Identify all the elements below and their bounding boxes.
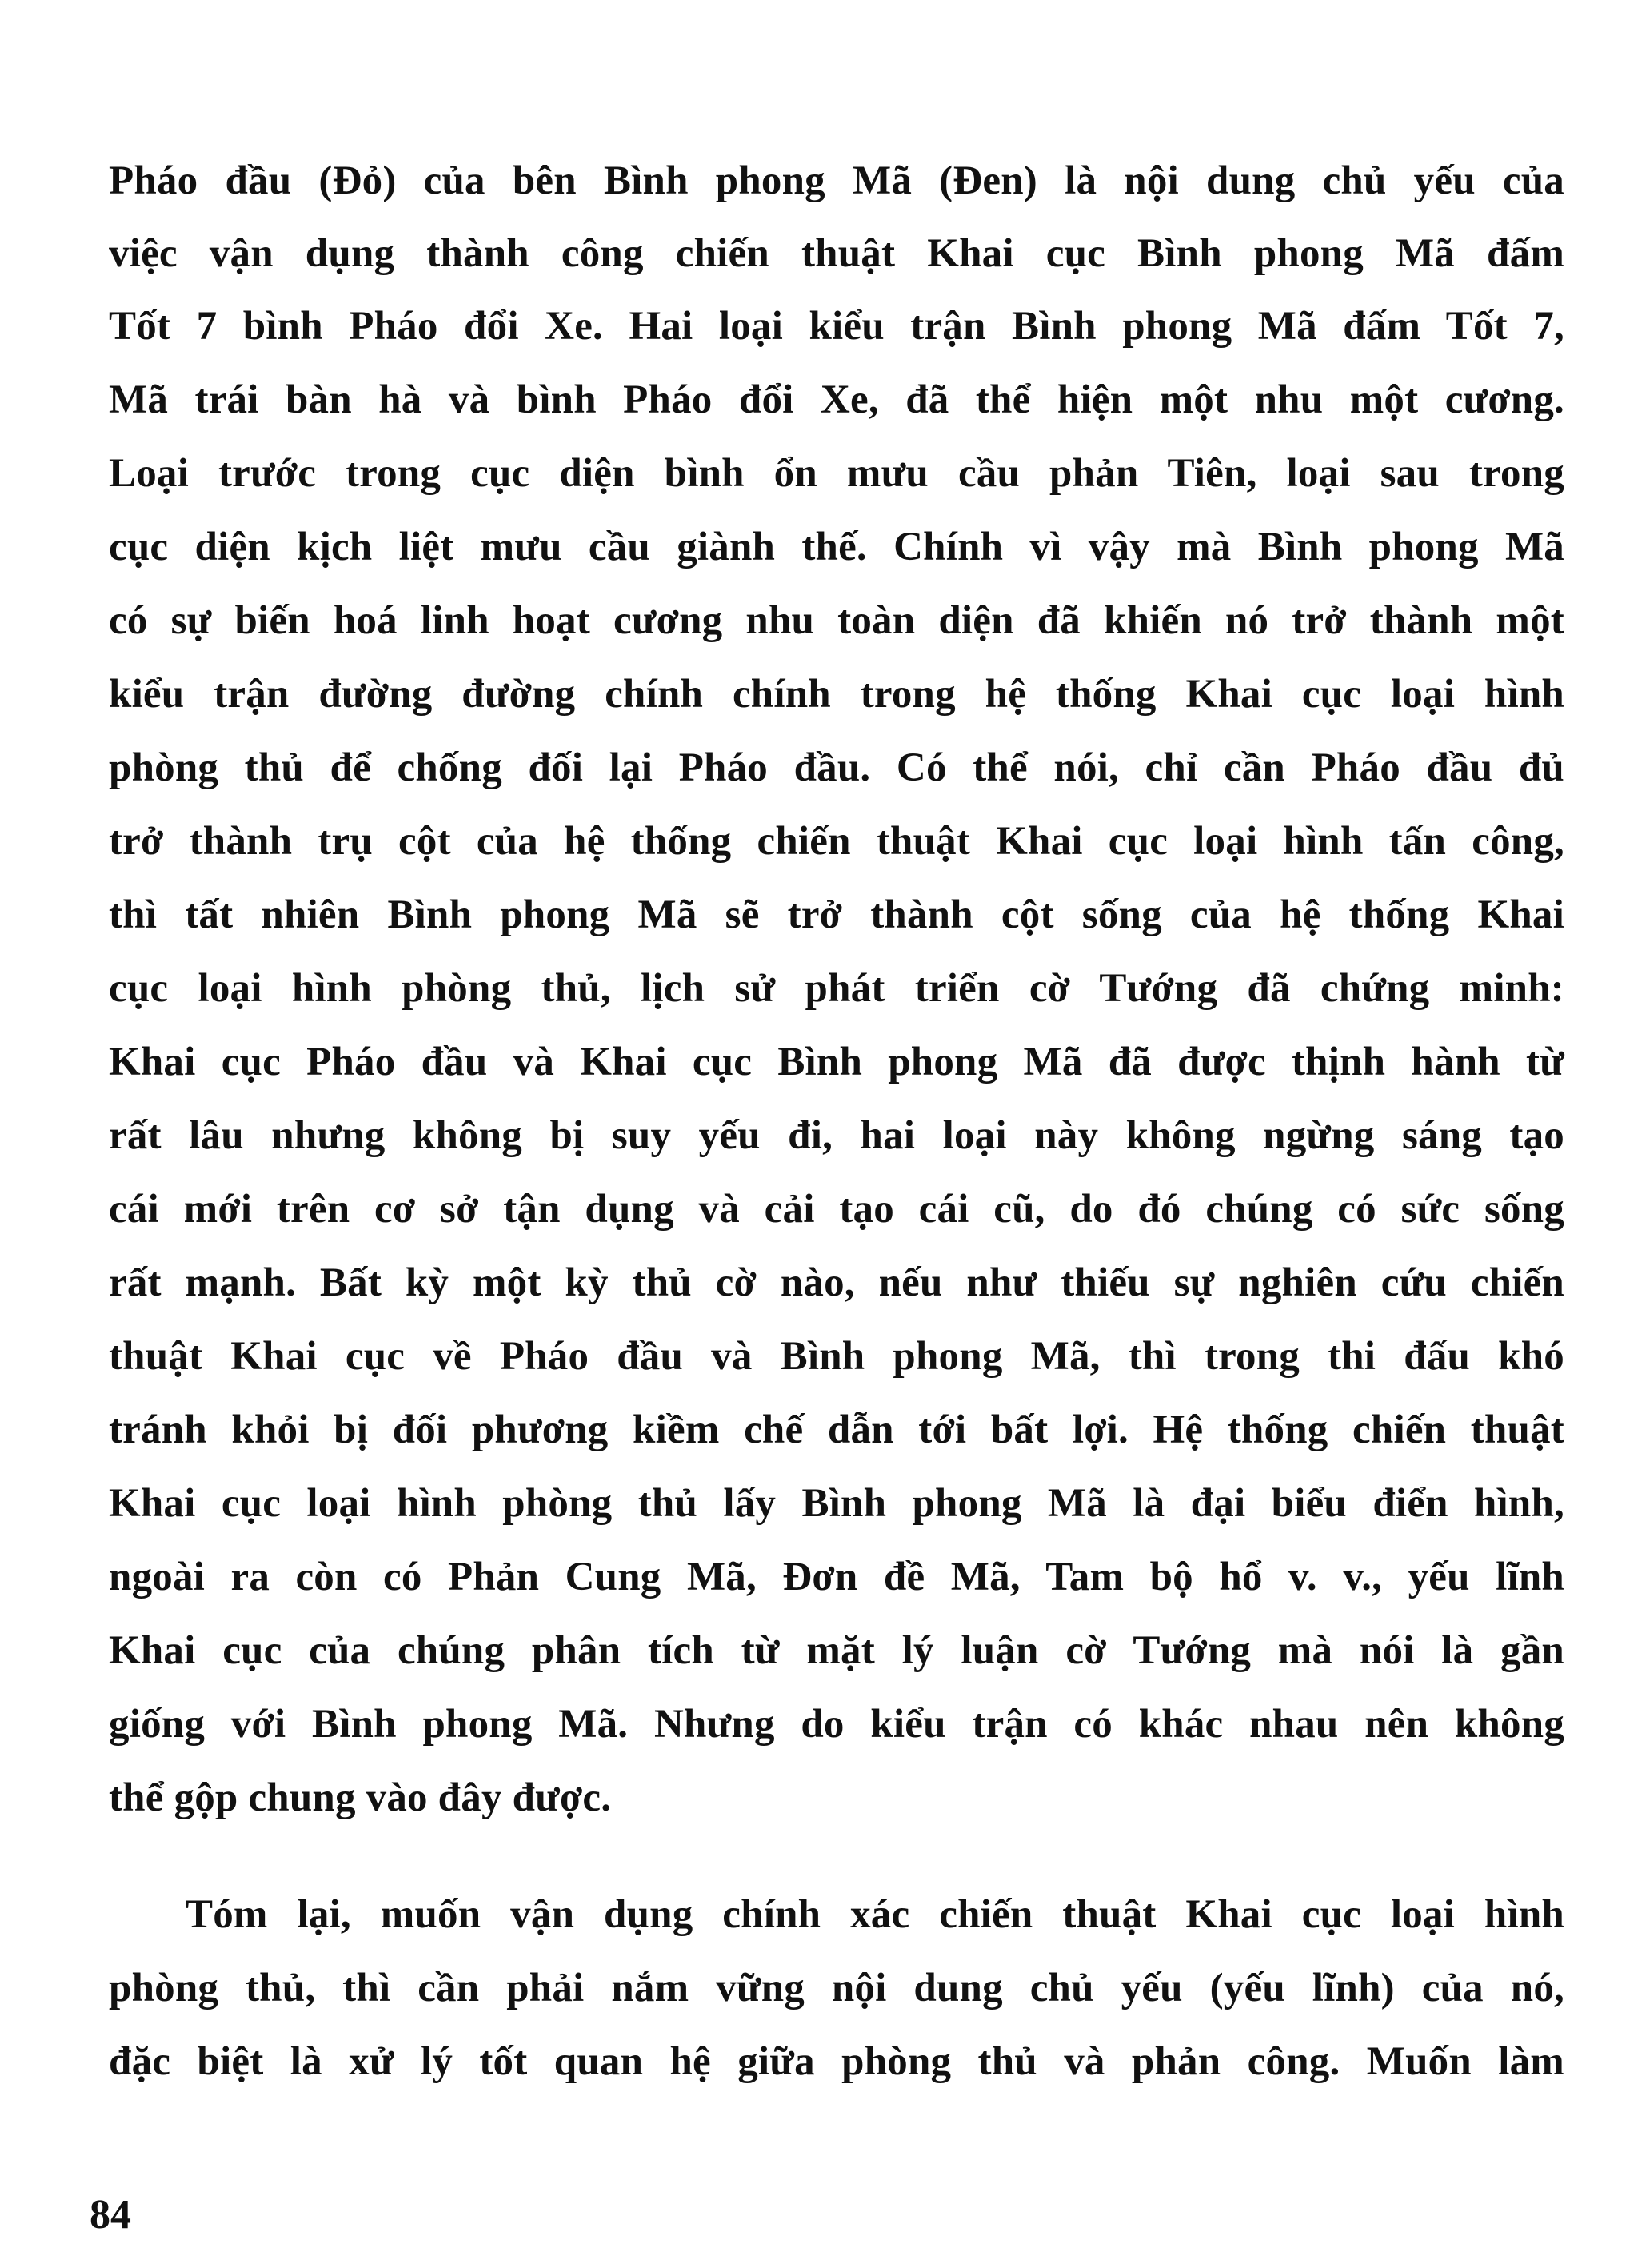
text-line: thể gộp chung vào đây được. — [109, 1775, 612, 1820]
text-line: ngoài ra còn có Phản Cung Mã, Đơn đề Mã, Tam bộ hổ v. v., yếu lĩnh — [109, 1555, 1564, 1599]
text-line: Mã trái bàn hà và bình Pháo đổi Xe, đã thể hiện một nhu một cương. — [109, 377, 1564, 422]
text-line: Loại trước trong cục diện bình ổn mưu cầu phản Tiên, loại sau trong — [109, 451, 1564, 496]
text-line: giống với Bình phong Mã. Nhưng do kiểu trận có khác nhau nên không — [109, 1702, 1564, 1747]
text-line: Pháo đầu (Đỏ) của bên Bình phong Mã (Đen) là nội dung chủ yếu của — [109, 158, 1564, 203]
text-line: Tốt 7 bình Pháo đổi Xe. Hai loại kiểu trận Bình phong Mã đấm Tốt 7, — [109, 304, 1564, 349]
text-line: rất mạnh. Bất kỳ một kỳ thủ cờ nào, nếu như thiếu sự nghiên cứu chiến — [109, 1260, 1564, 1305]
text-line: Khai cục Pháo đầu và Khai cục Bình phong Mã đã được thịnh hành từ — [109, 1040, 1564, 1084]
text-line: việc vận dụng thành công chiến thuật Khai cục Bình phong Mã đấm — [109, 231, 1564, 276]
text-line: phòng thủ, thì cần phải nắm vững nội dung chủ yếu (yếu lĩnh) của nó, — [109, 1966, 1564, 2010]
text-line: kiểu trận đường đường chính chính trong hệ thống Khai cục loại hình — [109, 672, 1564, 717]
text-line: cái mới trên cơ sở tận dụng và cải tạo cái cũ, do đó chúng có sức sống — [109, 1187, 1564, 1232]
text-line: phòng thủ để chống đối lại Pháo đầu. Có thể nói, chỉ cần Pháo đầu đủ — [109, 745, 1564, 790]
page-number: 84 — [90, 2192, 131, 2238]
text-line: đặc biệt là xử lý tốt quan hệ giữa phòng thủ và phản công. Muốn làm — [109, 2039, 1564, 2084]
text-line: thuật Khai cục về Pháo đầu và Bình phong Mã, thì trong thi đấu khó — [109, 1334, 1564, 1379]
text-line: cục loại hình phòng thủ, lịch sử phát triển cờ Tướng đã chứng minh: — [109, 966, 1564, 1011]
text-line: Khai cục của chúng phân tích từ mặt lý luận cờ Tướng mà nói là gần — [109, 1628, 1564, 1673]
text-line: rất lâu nhưng không bị suy yếu đi, hai loại này không ngừng sáng tạo — [109, 1113, 1564, 1158]
text-line: tránh khỏi bị đối phương kiềm chế dẫn tới bất lợi. Hệ thống chiến thuật — [109, 1408, 1564, 1452]
text-line: trở thành trụ cột của hệ thống chiến thuật Khai cục loại hình tấn công, — [109, 819, 1564, 864]
text-line: thì tất nhiên Bình phong Mã sẽ trở thành cột sống của hệ thống Khai — [109, 892, 1564, 937]
text-line: có sự biến hoá linh hoạt cương nhu toàn diện đã khiến nó trở thành một — [109, 598, 1564, 643]
text-line: Khai cục loại hình phòng thủ lấy Bình phong Mã là đại biểu điển hình, — [109, 1481, 1564, 1526]
text-line: Tóm lại, muốn vận dụng chính xác chiến thuật Khai cục loại hình — [186, 1892, 1564, 1937]
text-line: cục diện kịch liệt mưu cầu giành thế. Chính vì vậy mà Bình phong Mã — [109, 525, 1564, 569]
